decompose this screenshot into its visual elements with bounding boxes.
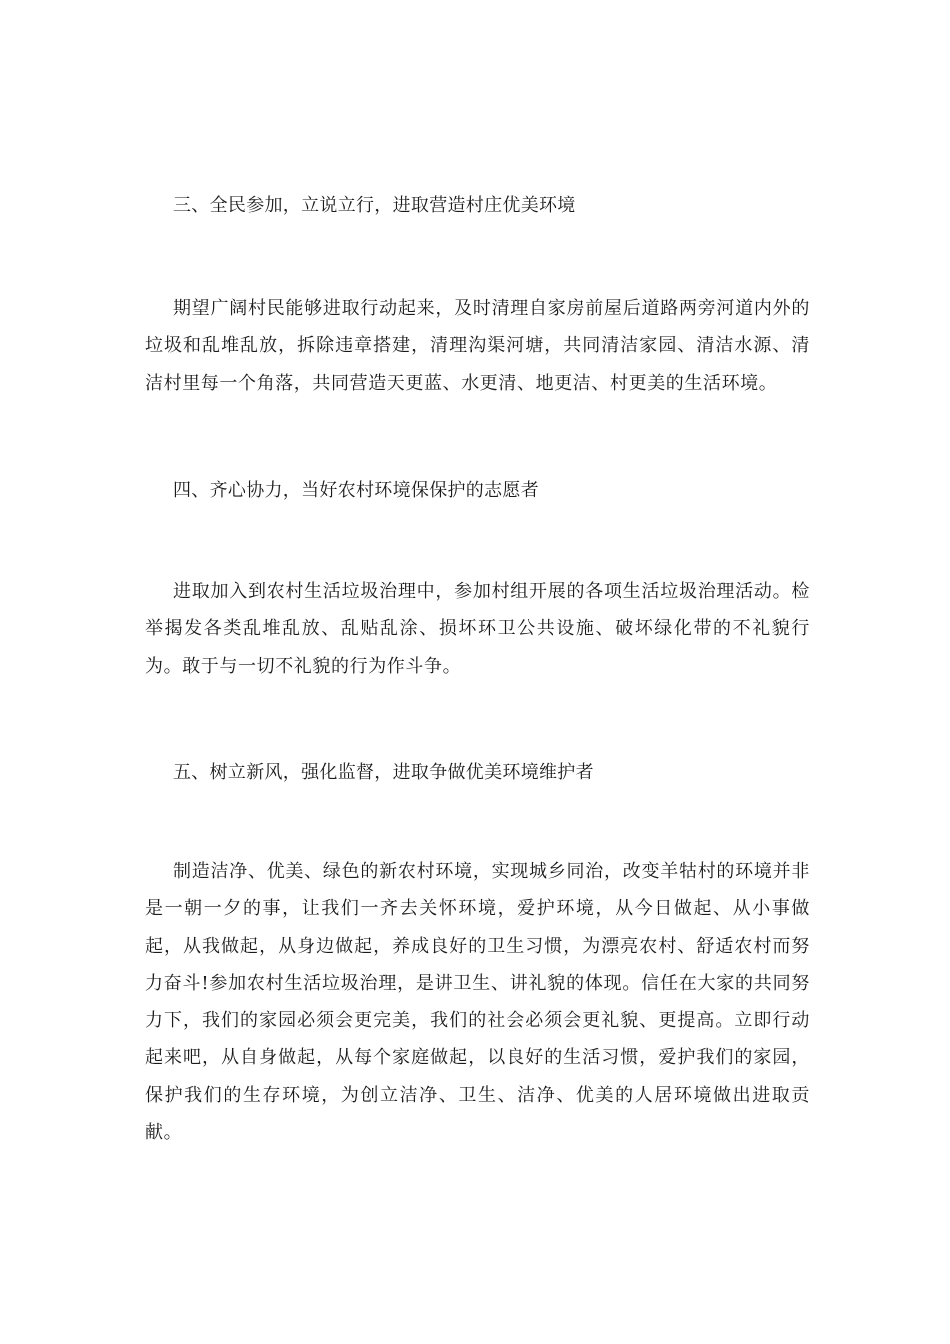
section-heading-5: 五、树立新风，强化监督，进取争做优美环境维护者 <box>173 762 594 783</box>
section-paragraph-4: 进取加入到农村生活垃圾治理中，参加村组开展的各项生活垃圾治理活动。检举揭发各类乱堆乱放、乱贴乱涂、损坏环卫公共设施、破坏绿化带的不礼貌行为。敢于与一切不礼貌的行为作斗争。 <box>145 581 810 677</box>
section-paragraph-5: 制造洁净、优美、绿色的新农村环境，实现城乡同治，改变羊牯村的环境并非是一朝一夕的事，让我们一齐去关怀环境，爱护环境，从今日做起、从小事做起，从我做起，从身边做起，养成良好的卫生习惯，为漂亮农村、舒适农村而努力奋斗!参加农村生活垃圾治理，是讲卫生、讲礼貌的体现。信任在大家的共同努力下，我们的家园必须会更完美，我们的社会必须会更礼貌、更提高。立即行动起来吧，从自身做起，从每个家庭做起，以良好的生活习惯，爱护我们的家园，保护我们的生存环境，为创立洁净、卫生、洁净、优美的人居环境做出进取贡献。 <box>145 861 810 1144</box>
section-paragraph-3: 期望广阔村民能够进取行动起来，及时清理自家房前屋后道路两旁河道内外的垃圾和乱堆乱放，拆除违章搭建，清理沟渠河塘，共同清洁家园、清洁水源、清洁村里每一个角落，共同营造天更蓝、水更清、地更洁、村更美的生活环境。 <box>145 298 810 394</box>
section-heading-4: 四、齐心协力，当好农村环境保保护的志愿者 <box>173 480 539 501</box>
section-heading-3: 三、全民参加，立说立行，进取营造村庄优美环境 <box>173 195 576 216</box>
